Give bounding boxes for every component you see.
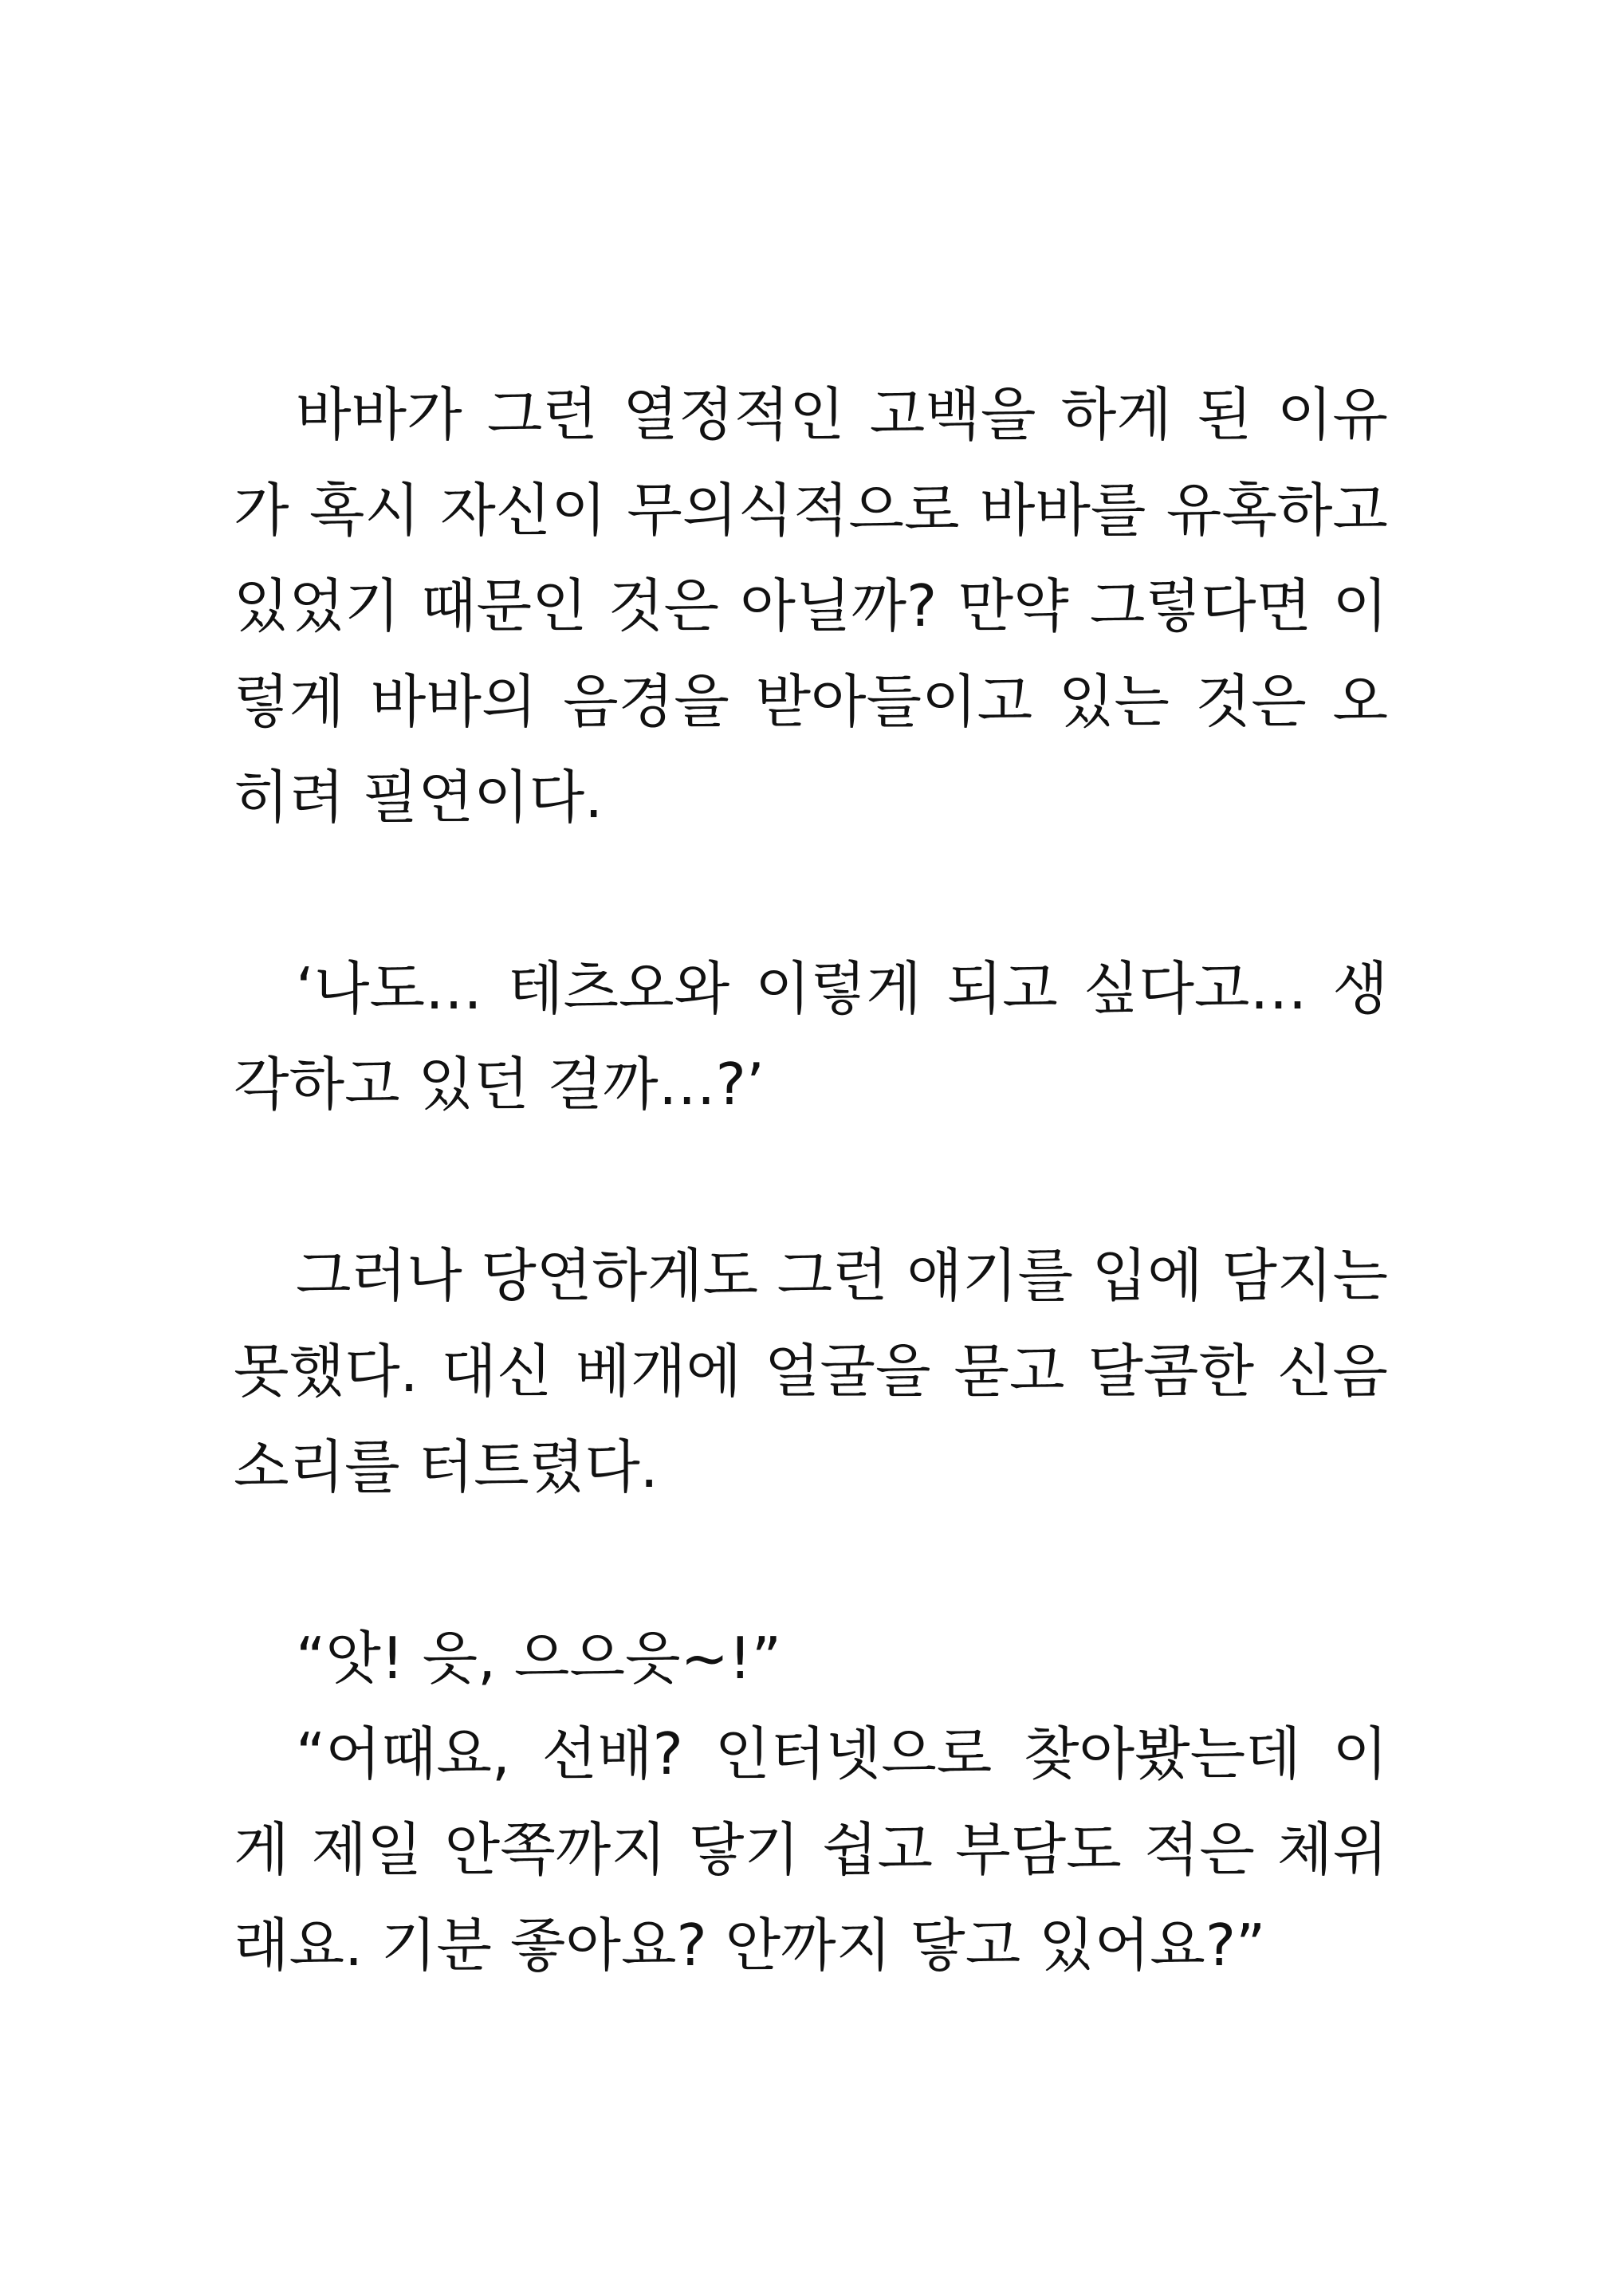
paragraph-gap <box>234 845 1388 941</box>
paragraph-3: 그러나 당연하게도 그런 얘기를 입에 담지는 못했다. 대신 베개에 얼굴을 묻고 달콤한 신음소리를 터트렸다. <box>234 1242 1388 1500</box>
paragraph-gap <box>234 1515 1388 1610</box>
paragraph-gap <box>234 1132 1388 1228</box>
paragraph-4: “앗! 읏, 으으읏~!” <box>296 1625 782 1692</box>
paragraph-5: “어때요, 선배? 인터넷으로 찾아봤는데 이게 제일 안쪽까지 닿기 쉽고 부담도 적은 체위래요. 기분 좋아요? 안까지 닿고 있어요?” <box>234 1720 1388 1979</box>
paragraph-1: 바바가 그런 열정적인 고백을 하게 된 이유가 혹시 자신이 무의식적으로 바바를 유혹하고 있었기 때문인 것은 아닐까? 만약 그렇다면 이렇게 바바의 음경을 받아들이고 있는 것은 오히려 필연이다. <box>234 381 1388 831</box>
body-text <box>234 367 1388 1993</box>
paragraph-2: ‘나도… 테츠오와 이렇게 되고 싶다고… 생각하고 있던 걸까…?’ <box>234 955 1388 1118</box>
